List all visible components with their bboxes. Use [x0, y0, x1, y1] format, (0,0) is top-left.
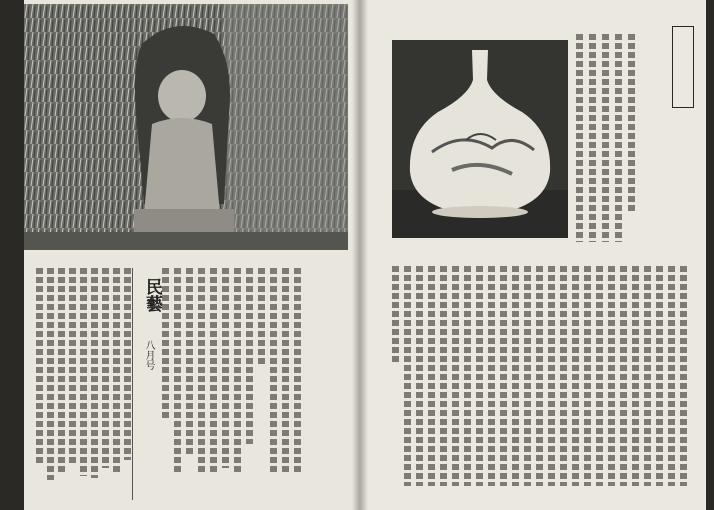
statue-photo — [24, 4, 348, 250]
issue-month: 八月号 — [143, 340, 154, 370]
toc-entries-right — [162, 268, 312, 494]
toc-entries — [36, 268, 134, 494]
magazine-title: 民藝 — [142, 278, 162, 312]
article-body-upper — [576, 34, 642, 244]
vase-photo — [392, 40, 568, 238]
book-gutter — [352, 0, 368, 510]
series-label-box — [672, 26, 694, 108]
article-body-lower — [392, 266, 692, 494]
